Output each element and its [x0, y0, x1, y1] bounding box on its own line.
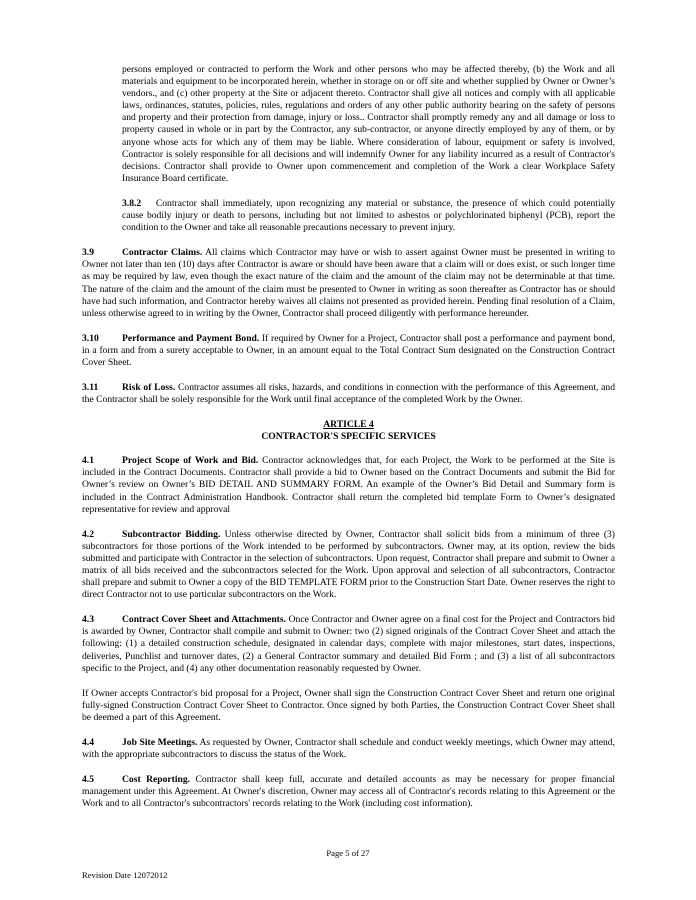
section-text: Contractor shall immediately, upon recognizing any material or substance, the presence of which could potentially cause bodily injury or death to persons, including but not limited to asbestos or polychlorinated biphenyl (PCB), report the condition to the Owner and take all reasonable precautions necessary to prevent injury.: [122, 197, 615, 234]
section-number: 4.4: [82, 737, 94, 749]
revision-date: Revision Date 12072012: [82, 870, 168, 880]
article-label: ARTICLE 4: [323, 419, 374, 431]
section-4-3-follow: If Owner accepts Contractor's bid proposal for a Project, Owner shall sign the Construction Contract Cover Sheet and return one original fully-signed Construction Contract Cover Sheet to Contractor. Once signed by both Parties, the Construction Contract Cover Sheet shall be deemed a part of this Agreement.: [82, 687, 615, 723]
page-number: Page 5 of 27: [326, 848, 370, 858]
section-4-3: [82, 614, 615, 674]
section-number: 4.2: [82, 528, 94, 540]
section-4-1: [82, 455, 615, 515]
document-body: [82, 64, 615, 811]
section-heading: Contractor Claims.: [122, 247, 203, 259]
section-number: 3.10: [82, 332, 99, 344]
section-heading: Cost Reporting.: [122, 774, 191, 786]
section-text: Unless otherwise directed by Owner, Contractor shall solicit bids from a minimum of three (3) subcontractors for those portions of the Work intended to be performed by subcontractors. Owner may, at its option, review the bids submitted and participate with Contractor in the selection of subcontractors. Upon request, Contractor shall prepare and submit to Owner a matrix of all bids received and the subcontractors selected for the Work. Upon approval and selection of all subcontractors, Contractor shall prepare and submit to Owner a copy of the BID TEMPLATE FORM prior to the Construction Start Date. Owner reserves the right to direct Contractor not to use particular subcontractors on the Work.: [82, 528, 616, 601]
section-text: All claims which Contractor may have or wish to assert against Owner must be presented in writing to Owner not later than ten (10) days after Contractor is aware or should have been aware that a claim will or does exist, or such longer time as may be required by law, even though the exact nature of the claim and the amount of the claim may not be determinable at that time. The nature of the claim and the amount of the claim must be presented to Owner in writing as soon thereafter as Contractor has or should have had such information, and Contractor hereby waives all claims not presented as provided herein. Pending final resolution of a Claim, unless otherwise agreed to in writing by the Owner, Contractor shall proceed diligently with performance hereunder.: [82, 247, 615, 319]
section-3-11: [82, 382, 615, 406]
section-3-10: [82, 333, 615, 369]
section-text: If required by Owner for a Project, Contractor shall post a performance and payment bond, in a form and from a surety acceptable to Owner, in an amount equal to the Total Contract Sum designated on the Construction Contract Cover Sheet.: [82, 332, 615, 368]
section-heading: Contract Cover Sheet and Attachments.: [122, 614, 287, 626]
section-3-9: [82, 247, 615, 320]
section-heading: Risk of Loss.: [122, 382, 176, 394]
section-text: As requested by Owner, Contractor shall schedule and conduct weekly meetings, which Owner may attend, with the appropriate subcontractors to discuss the status of the Work.: [82, 737, 615, 761]
section-number: 4.1: [82, 455, 94, 467]
section-4-5: [82, 774, 615, 810]
article-heading: [82, 419, 615, 442]
section-3-8-2: [122, 198, 615, 234]
section-text: Contractor shall keep full, accurate and detailed accounts as may be necessary for proper financial management under this Agreement. At Owner's discretion, Owner may access all of Contractor's records relating to this Agreement or the Work and to all Contractor's subcontractors' records relating to the Work (including cost information).: [82, 774, 615, 810]
section-number: 3.11: [82, 382, 99, 394]
section-4-2: [82, 529, 615, 602]
section-number: 4.5: [82, 774, 94, 786]
section-heading: Subcontractor Bidding.: [122, 528, 221, 540]
section-text: Contractor assumes all risks, hazards, and conditions in connection with the performance of this Agreement, and the Contractor shall be solely responsible for the Work until final acceptance of the completed Work by the Owner.: [82, 382, 615, 406]
section-text: Once Contractor and Owner agree on a final cost for the Project and Contractors bid is awarded by Owner, Contractor shall compile and submit to Owner: two (2) signed originals of the Contract Cover Sheet and attach the following: (1) a detailed construction schedule, designated in calendar days, complete with major milestones, start dates, inspections, deliveries, Punchlist and turnover dates, (2) a General Contractor summary and detailed Bid Form ; and (3) a list of all subcontractors specific to the Project, and (4) any other documentation reasonably requested by Owner.: [82, 614, 615, 674]
section-heading: Job Site Meetings.: [122, 737, 198, 749]
section-3-8-1-continuation: persons employed or contracted to perform the Work and other persons who may be affected thereby, (b) the Work and all materials and equipment to be incorporated herein, whether in storage on or off site and whether supplied by Owner or Owner’s vendors., and (c) other property at the Site or adjacent thereto. Contractor shall give all notices and comply with all applicable laws, ordinances, statutes, policies, rules, regulations and orders of any other public authority bearing on the safety of persons and property and their protection from damage, injury or loss.. Contractor shall promptly remedy any and all damage or loss to property caused in whole or in part by the Contractor, any sub-contractor, or anyone directly employed by any of them, or by anyone whose acts for which any of them may be liable. Where consideration of labour, equipment or safety is involved, Contractor is solely responsible for all decisions and will indemnify Owner for any liability incurred as a result of Contractor's decisions. Contractor shall provide to Owner upon commencement and completion of the Work a clear Workplace Safety Insurance Board certificate.: [122, 64, 615, 184]
section-heading: Performance and Payment Bond.: [122, 332, 260, 344]
article-title: CONTRACTOR'S SPECIFIC SERVICES: [261, 430, 436, 442]
section-text: Contractor acknowledges that, for each Project, the Work to be performed at the Site is included in the Contract Documents. Contractor shall provide a bid to Owner based on the Contract Documents and submit the Bid for Owner’s review on Owner’s BID DETAIL AND SUMMARY FORM. An example of the Owner’s Bid Detail and Summary form is included in the Contract Administration Handbook. Contractor shall return the completed bid template Form to Owner’s designated representative for review and approval: [82, 455, 616, 515]
section-4-4: [82, 737, 615, 761]
section-number: 4.3: [82, 614, 94, 626]
section-number: 3.8.2: [122, 197, 142, 209]
section-number: 3.9: [82, 247, 94, 259]
section-heading: Project Scope of Work and Bid.: [122, 455, 259, 467]
